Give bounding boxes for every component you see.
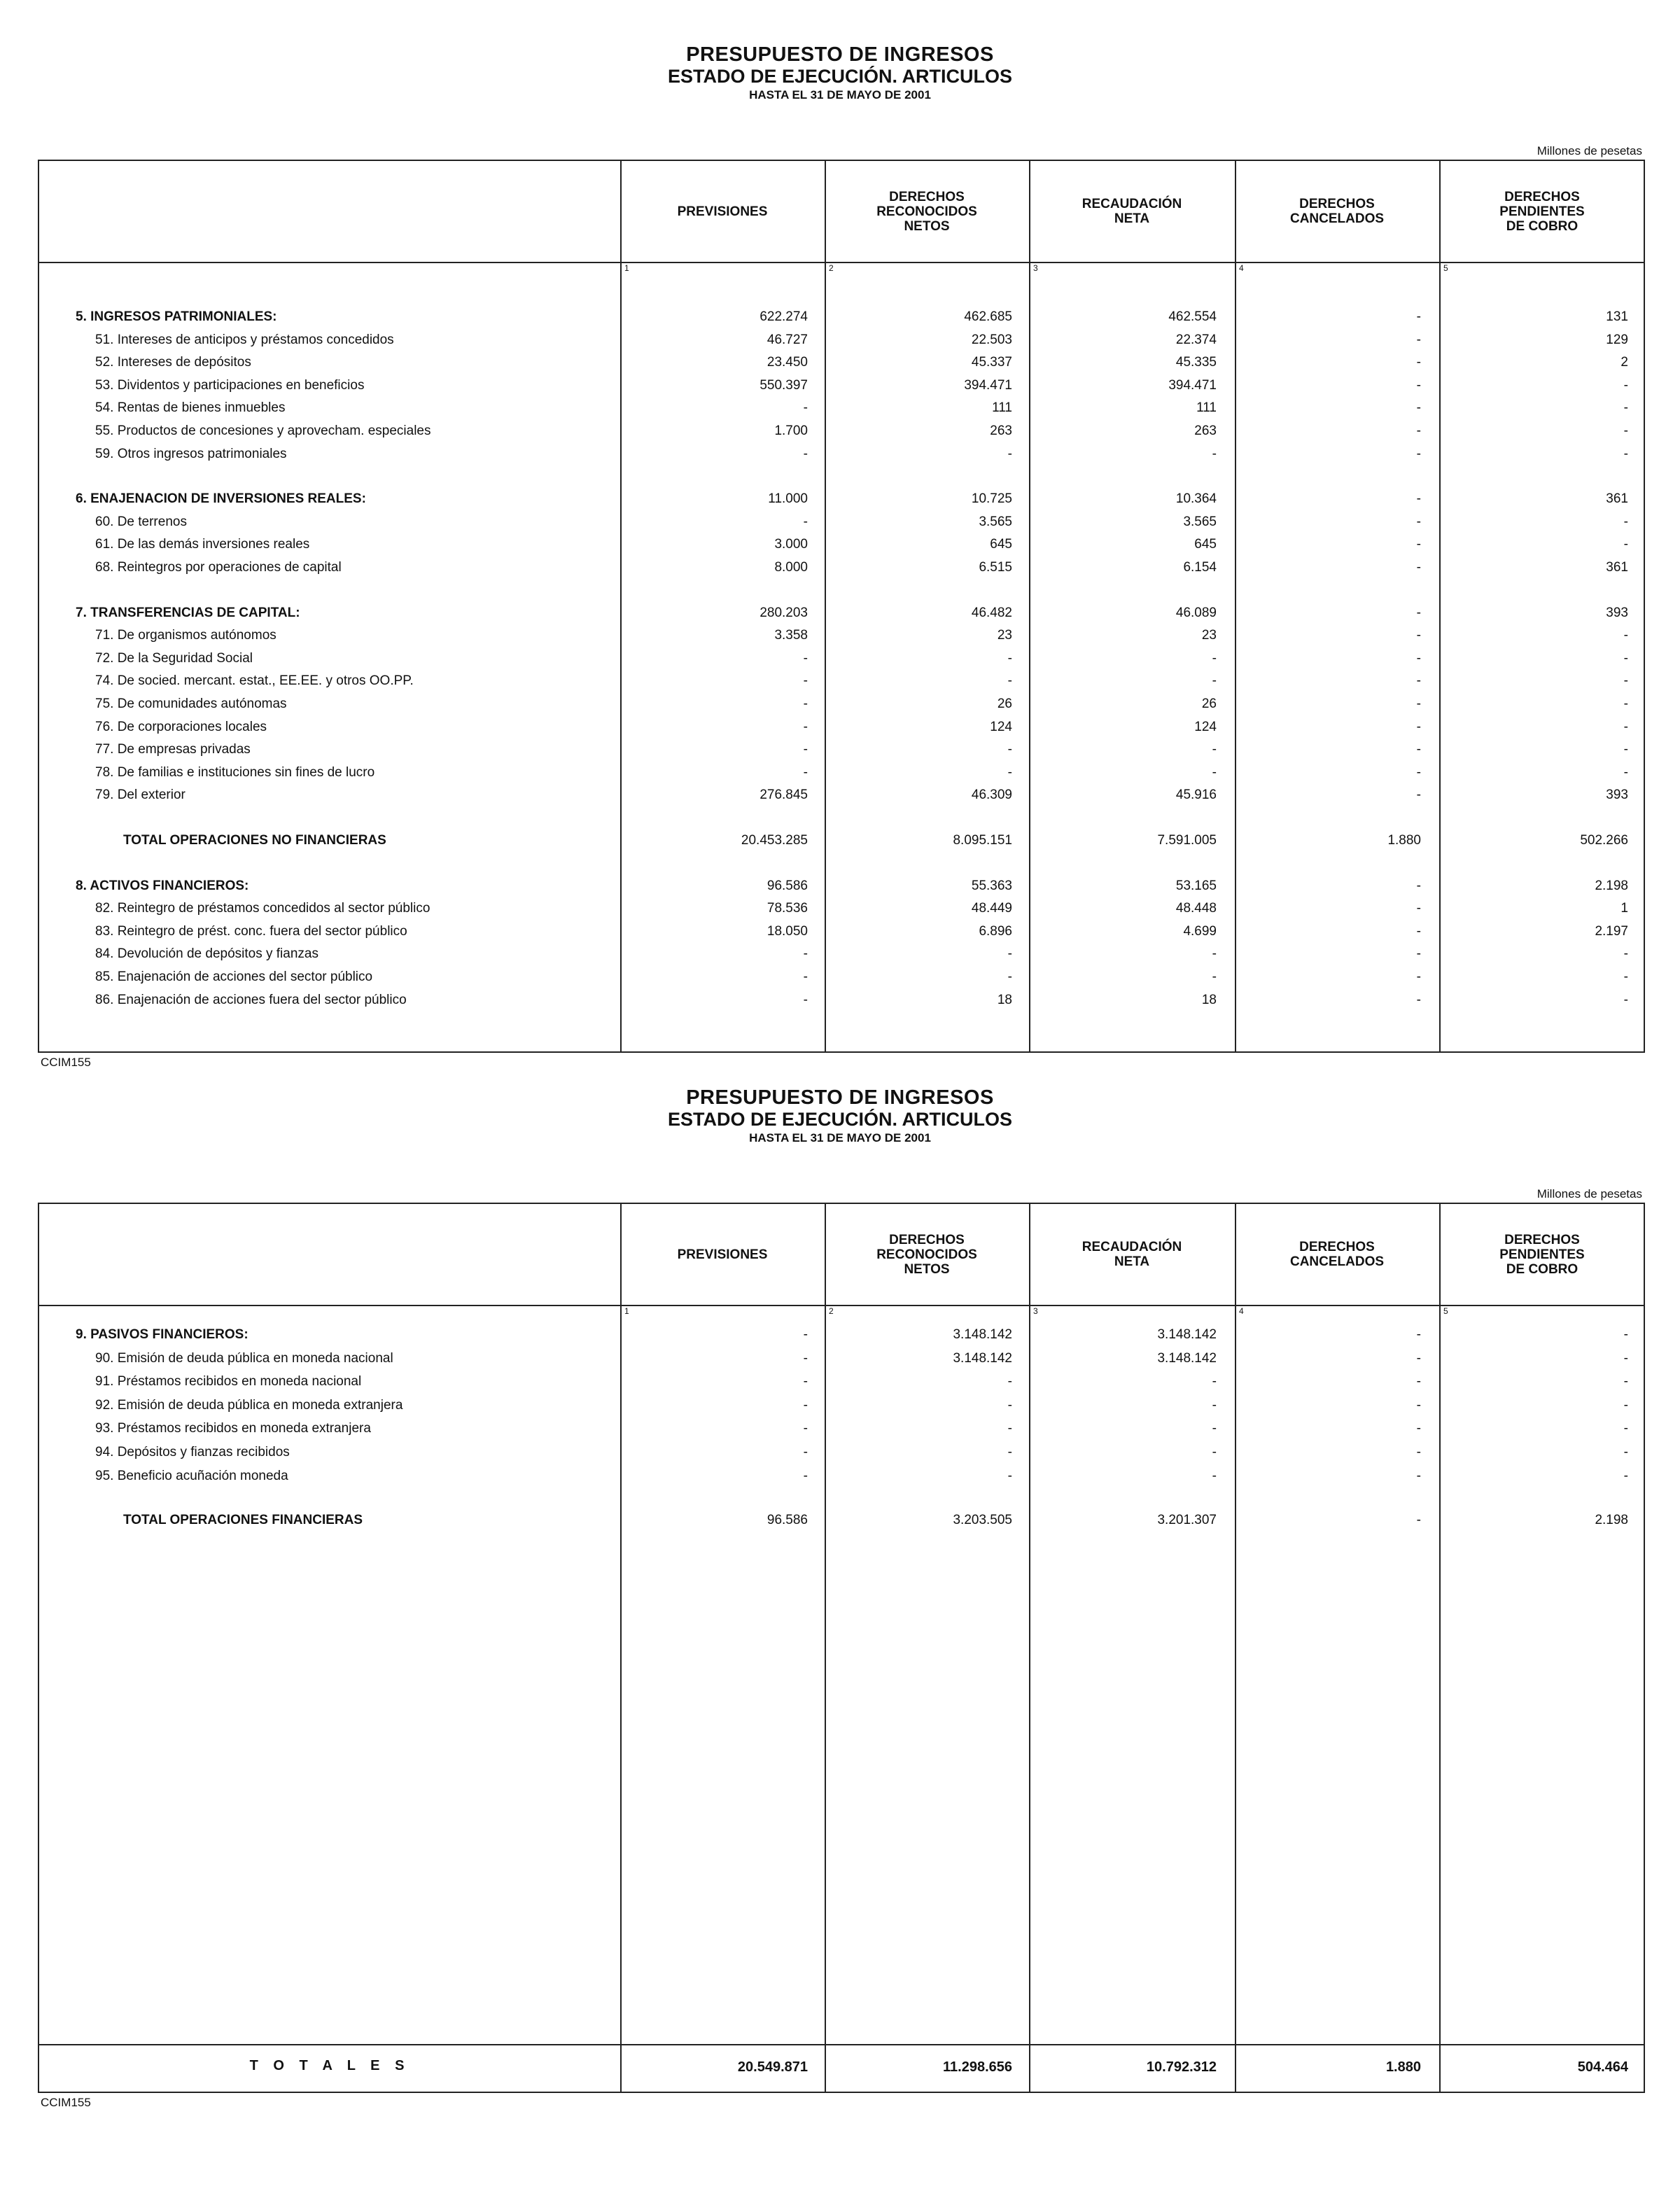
cell-value: 502.266: [1580, 833, 1628, 848]
cell-value: -: [1623, 1421, 1628, 1436]
cell-value: -: [1416, 1421, 1421, 1436]
cell-value: 394.471: [1168, 377, 1217, 393]
cell-value: -: [803, 946, 808, 962]
cell-value: 1: [1620, 901, 1628, 916]
row-label: 82. Reintegro de préstamos concedidos al sector público: [95, 901, 430, 916]
grand-totals-row: [39, 2047, 1644, 2089]
cell-value: -: [803, 446, 808, 461]
grand-total-value: 20.549.871: [737, 2059, 808, 2075]
column-number: 5: [1443, 1306, 1448, 1316]
report-subtitle: ESTADO DE EJECUCIÓN. ARTICULOS: [667, 1109, 1013, 1130]
row-label: 71. De organismos autónomos: [95, 628, 276, 643]
cell-value: 3.203.505: [953, 1513, 1012, 1528]
column-number: 2: [829, 263, 834, 273]
cell-value: -: [803, 1327, 808, 1342]
cell-value: -: [1623, 1397, 1628, 1413]
cell-value: -: [1416, 673, 1421, 689]
cell-value: -: [1212, 1445, 1217, 1460]
cell-value: 10.725: [971, 491, 1012, 507]
cell-value: -: [1416, 719, 1421, 734]
cell-value: -: [803, 1374, 808, 1390]
cell-value: 124: [1194, 719, 1217, 734]
cell-value: -: [1416, 628, 1421, 643]
cell-value: 3.565: [979, 514, 1012, 529]
cell-value: -: [1416, 788, 1421, 803]
cell-value: -: [803, 764, 808, 780]
row-label: 59. Otros ingresos patrimoniales: [95, 446, 287, 461]
cell-value: -: [1007, 1374, 1012, 1390]
cell-value: -: [1416, 1327, 1421, 1342]
row-label: 52. Intereses de depósitos: [95, 355, 251, 370]
row-label: 68. Reintegros por operaciones de capital: [95, 560, 342, 575]
row-label: 61. De las demás inversiones reales: [95, 537, 310, 552]
column-number: 5: [1443, 263, 1448, 273]
table-row: [39, 1327, 1644, 1350]
cell-value: -: [1212, 742, 1217, 757]
report-title: PRESUPUESTO DE INGRESOS: [686, 43, 994, 66]
grand-total-value: 10.792.312: [1146, 2059, 1217, 2075]
cell-value: -: [1007, 946, 1012, 962]
row-label: TOTAL OPERACIONES FINANCIERAS: [123, 1513, 363, 1528]
column-header: PREVISIONES: [677, 1247, 768, 1262]
cell-value: 3.358: [774, 628, 808, 643]
cell-value: -: [1623, 673, 1628, 689]
cell-value: 645: [990, 537, 1012, 552]
cell-value: -: [1623, 946, 1628, 962]
cell-value: 263: [1194, 424, 1217, 438]
cell-value: -: [1416, 309, 1421, 324]
cell-value: 3.148.142: [953, 1350, 1012, 1366]
row-label: 94. Depósitos y fianzas recibidos: [95, 1445, 290, 1460]
cell-value: 2: [1620, 355, 1628, 370]
column-header: DERECHOS PENDIENTES DE COBRO: [1499, 1232, 1585, 1277]
cell-value: -: [803, 650, 808, 666]
cell-value: -: [803, 1350, 808, 1366]
cell-value: -: [1623, 1327, 1628, 1342]
cell-value: -: [1416, 992, 1421, 1007]
table-row: [39, 1374, 1644, 1396]
row-label: 83. Reintegro de prést. conc. fuera del sector público: [95, 923, 407, 939]
cell-value: 48.449: [971, 901, 1012, 916]
cell-value: -: [1623, 764, 1628, 780]
report-code: CCIM155: [41, 2096, 91, 2109]
row-label: 85. Enajenación de acciones del sector público: [95, 969, 373, 984]
cell-value: 45.335: [1175, 355, 1217, 370]
cell-value: 96.586: [766, 1513, 808, 1528]
report-date: HASTA EL 31 DE MAYO DE 2001: [749, 1131, 931, 1144]
cell-value: -: [1416, 901, 1421, 916]
cell-value: 361: [1606, 560, 1628, 575]
cell-value: -: [1416, 946, 1421, 962]
table-row: [39, 1351, 1644, 1373]
column-number: 4: [1239, 1306, 1244, 1316]
cell-value: 53.165: [1175, 878, 1217, 893]
cell-value: -: [1416, 923, 1421, 939]
column-number: 3: [1033, 1306, 1038, 1316]
cell-value: 6.154: [1183, 560, 1217, 575]
cell-value: -: [803, 742, 808, 757]
grand-total-value: 1.880: [1385, 2059, 1421, 2075]
cell-value: -: [1416, 1374, 1421, 1390]
cell-value: -: [1416, 514, 1421, 529]
row-label: 5. INGRESOS PATRIMONIALES:: [76, 309, 277, 324]
cell-value: 394.471: [964, 377, 1012, 393]
cell-value: -: [1212, 1374, 1217, 1390]
cell-value: -: [1623, 1374, 1628, 1390]
row-label: 95. Beneficio acuñación moneda: [95, 1468, 288, 1483]
table-row: [39, 1421, 1644, 1443]
cell-value: -: [1416, 355, 1421, 370]
column-header: DERECHOS RECONOCIDOS NETOS: [876, 1232, 977, 1277]
cell-value: 46.089: [1175, 605, 1217, 620]
cell-value: -: [1416, 560, 1421, 575]
cell-value: 18: [1201, 992, 1217, 1007]
cell-value: 4.699: [1183, 923, 1217, 939]
cell-value: 45.916: [1175, 788, 1217, 803]
cell-value: 131: [1606, 309, 1628, 324]
row-label: 86. Enajenación de acciones fuera del sector público: [95, 992, 407, 1007]
report-title: PRESUPUESTO DE INGRESOS: [686, 1086, 994, 1109]
cell-value: 18.050: [766, 923, 808, 939]
table-row: [39, 1513, 1644, 1535]
row-label: 54. Rentas de bienes inmuebles: [95, 400, 286, 416]
cell-value: 6.515: [979, 560, 1012, 575]
cell-value: -: [1623, 424, 1628, 438]
column-header: DERECHOS CANCELADOS: [1289, 1240, 1385, 1269]
cell-value: -: [1416, 377, 1421, 393]
cell-value: -: [1623, 742, 1628, 757]
cell-value: 2.198: [1595, 878, 1628, 893]
cell-value: 263: [990, 424, 1012, 438]
cell-value: -: [1623, 377, 1628, 393]
row-label: 6. ENAJENACION DE INVERSIONES REALES:: [76, 491, 366, 507]
cell-value: 111: [1196, 400, 1217, 416]
cell-value: -: [1212, 764, 1217, 780]
cell-value: 3.148.142: [953, 1327, 1012, 1342]
row-label: 7. TRANSFERENCIAS DE CAPITAL:: [76, 605, 300, 620]
cell-value: 645: [1194, 537, 1217, 552]
cell-value: -: [803, 514, 808, 529]
cell-value: -: [1007, 742, 1012, 757]
cell-value: -: [1007, 673, 1012, 689]
column-header: RECAUDACIÓN NETA: [1082, 197, 1182, 226]
column-header: RECAUDACIÓN NETA: [1082, 1240, 1182, 1269]
cell-value: -: [803, 673, 808, 689]
table-page-2: [38, 1203, 1645, 2093]
cell-value: -: [1007, 1445, 1012, 1460]
cell-value: 276.845: [760, 788, 808, 803]
cell-value: -: [1416, 1513, 1421, 1528]
cell-value: -: [1623, 719, 1628, 734]
units-label: Millones de pesetas: [1536, 1187, 1642, 1200]
cell-value: 7.591.005: [1157, 833, 1217, 848]
table-row: [39, 1469, 1644, 1491]
cell-value: 23: [1201, 628, 1217, 643]
cell-value: -: [1416, 1350, 1421, 1366]
row-label: 76. De corporaciones locales: [95, 719, 267, 734]
cell-value: 8.095.151: [953, 833, 1012, 848]
cell-value: 8.000: [774, 560, 808, 575]
cell-value: 3.000: [774, 537, 808, 552]
cell-value: 3.148.142: [1157, 1327, 1217, 1342]
cell-value: -: [1416, 400, 1421, 416]
cell-value: 1.880: [1387, 833, 1421, 848]
cell-value: -: [1623, 1445, 1628, 1460]
cell-value: -: [1623, 446, 1628, 461]
cell-value: 45.337: [971, 355, 1012, 370]
cell-value: -: [1212, 946, 1217, 962]
cell-value: -: [1416, 650, 1421, 666]
row-label: 74. De socied. mercant. estat., EE.EE. y otros OO.PP.: [95, 673, 414, 689]
cell-value: -: [1416, 1397, 1421, 1413]
cell-value: -: [1623, 650, 1628, 666]
cell-value: -: [803, 1397, 808, 1413]
row-label: 75. De comunidades autónomas: [95, 696, 287, 711]
cell-value: -: [1623, 400, 1628, 416]
cell-value: -: [1416, 742, 1421, 757]
cell-value: -: [1007, 446, 1012, 461]
cell-value: 3.565: [1183, 514, 1217, 529]
cell-value: -: [803, 992, 808, 1007]
column-header: DERECHOS CANCELADOS: [1289, 197, 1385, 226]
row-label: 93. Préstamos recibidos en moneda extranjera: [95, 1421, 371, 1436]
header-divider: [39, 1305, 1644, 1306]
cell-value: -: [1623, 514, 1628, 529]
cell-value: 23.450: [766, 355, 808, 370]
row-label: 90. Emisión de deuda pública en moneda nacional: [95, 1350, 393, 1366]
cell-value: 2.198: [1595, 1513, 1628, 1528]
row-label: 60. De terrenos: [95, 514, 187, 529]
cell-value: 550.397: [760, 377, 808, 393]
column-number: 4: [1239, 263, 1244, 273]
cell-value: -: [1416, 969, 1421, 984]
cell-value: -: [1212, 1397, 1217, 1413]
cell-value: -: [1007, 1397, 1012, 1413]
cell-value: 48.448: [1175, 901, 1217, 916]
cell-value: -: [1623, 628, 1628, 643]
cell-value: -: [803, 400, 808, 416]
column-number: 1: [624, 1306, 629, 1316]
table-row: [39, 1445, 1644, 1467]
cell-value: 26: [1201, 696, 1217, 711]
row-label: 92. Emisión de deuda pública en moneda extranjera: [95, 1397, 403, 1413]
cell-value: 46.727: [766, 332, 808, 347]
row-label: 78. De familias e instituciones sin fines de lucro: [95, 764, 375, 780]
cell-value: -: [1416, 1468, 1421, 1483]
cell-value: -: [1212, 1421, 1217, 1436]
totals-divider: [39, 2044, 1644, 2045]
cell-value: -: [1623, 696, 1628, 711]
cell-value: -: [1416, 446, 1421, 461]
cell-value: -: [1007, 1468, 1012, 1483]
grand-total-value: 11.298.656: [943, 2059, 1012, 2075]
row-label: TOTAL OPERACIONES NO FINANCIERAS: [123, 833, 386, 848]
table-row: [39, 1398, 1644, 1420]
cell-value: 10.364: [1175, 491, 1217, 507]
row-label: 84. Devolución de depósitos y fianzas: [95, 946, 318, 962]
column-number: 1: [624, 263, 629, 273]
cell-value: 96.586: [766, 878, 808, 893]
cell-value: -: [1212, 1468, 1217, 1483]
cell-value: -: [1212, 673, 1217, 689]
column-header: DERECHOS RECONOCIDOS NETOS: [876, 189, 977, 234]
cell-value: -: [1007, 969, 1012, 984]
cell-value: 280.203: [760, 605, 808, 620]
cell-value: -: [1416, 491, 1421, 507]
cell-value: 55.363: [971, 878, 1012, 893]
cell-value: 6.896: [979, 923, 1012, 939]
row-label: 51. Intereses de anticipos y préstamos concedidos: [95, 332, 394, 347]
cell-value: -: [803, 719, 808, 734]
grand-total-value: 504.464: [1577, 2059, 1628, 2075]
row-label: 8. ACTIVOS FINANCIEROS:: [76, 878, 249, 893]
row-label: 9. PASIVOS FINANCIEROS:: [76, 1327, 248, 1342]
units-label: Millones de pesetas: [1536, 144, 1642, 158]
cell-value: 111: [992, 400, 1012, 416]
cell-value: -: [1007, 650, 1012, 666]
row-label: 91. Préstamos recibidos en moneda nacional: [95, 1374, 362, 1390]
report-date: HASTA EL 31 DE MAYO DE 2001: [749, 88, 931, 102]
column-number: 2: [829, 1306, 834, 1316]
cell-value: -: [1212, 446, 1217, 461]
cell-value: 124: [990, 719, 1012, 734]
row-label: 55. Productos de concesiones y aprovecham. especiales: [95, 424, 431, 438]
cell-value: -: [803, 1421, 808, 1436]
cell-value: 22.374: [1175, 332, 1217, 347]
cell-value: 462.554: [1168, 309, 1217, 324]
row-label: 53. Dividentos y participaciones en beneficios: [95, 377, 365, 393]
cell-value: -: [1416, 1445, 1421, 1460]
cell-value: -: [1623, 992, 1628, 1007]
cell-value: 20.453.285: [741, 833, 808, 848]
cell-value: 22.503: [971, 332, 1012, 347]
cell-value: 2.197: [1595, 923, 1628, 939]
cell-value: -: [1623, 537, 1628, 552]
cell-value: 3.201.307: [1157, 1513, 1217, 1528]
cell-value: -: [1212, 650, 1217, 666]
cell-value: -: [1416, 605, 1421, 620]
cell-value: 11.000: [768, 491, 808, 507]
cell-value: -: [1212, 969, 1217, 984]
cell-value: 622.274: [760, 309, 808, 324]
cell-value: -: [1416, 537, 1421, 552]
cell-value: -: [1416, 424, 1421, 438]
cell-value: 3.148.142: [1157, 1350, 1217, 1366]
column-number: 3: [1033, 263, 1038, 273]
row-label: 79. Del exterior: [95, 788, 186, 803]
cell-value: -: [803, 1445, 808, 1460]
cell-value: 1.700: [774, 424, 808, 438]
cell-value: -: [1416, 878, 1421, 893]
cell-value: -: [1416, 332, 1421, 347]
cell-value: -: [803, 1468, 808, 1483]
cell-value: -: [1416, 764, 1421, 780]
cell-value: 23: [997, 628, 1012, 643]
column-header: PREVISIONES: [677, 204, 768, 219]
report-subtitle: ESTADO DE EJECUCIÓN. ARTICULOS: [667, 66, 1013, 87]
cell-value: -: [1007, 764, 1012, 780]
cell-value: 393: [1606, 788, 1628, 803]
cell-value: 393: [1606, 605, 1628, 620]
cell-value: 18: [997, 992, 1012, 1007]
column-header: DERECHOS PENDIENTES DE COBRO: [1499, 189, 1585, 234]
cell-value: -: [803, 696, 808, 711]
cell-value: -: [1416, 696, 1421, 711]
cell-value: -: [1623, 1468, 1628, 1483]
cell-value: 26: [997, 696, 1012, 711]
report-code: CCIM155: [41, 1056, 91, 1069]
cell-value: 462.685: [964, 309, 1012, 324]
cell-value: 361: [1606, 491, 1628, 507]
cell-value: 129: [1606, 332, 1628, 347]
cell-value: -: [1623, 1350, 1628, 1366]
cell-value: -: [1007, 1421, 1012, 1436]
cell-value: 78.536: [766, 901, 808, 916]
grand-totals-label: T O T A L E S: [249, 2058, 410, 2073]
cell-value: -: [1623, 969, 1628, 984]
cell-value: 46.309: [971, 788, 1012, 803]
row-label: 72. De la Seguridad Social: [95, 650, 253, 666]
row-label: 77. De empresas privadas: [95, 742, 251, 757]
cell-value: 46.482: [971, 605, 1012, 620]
cell-value: -: [803, 969, 808, 984]
